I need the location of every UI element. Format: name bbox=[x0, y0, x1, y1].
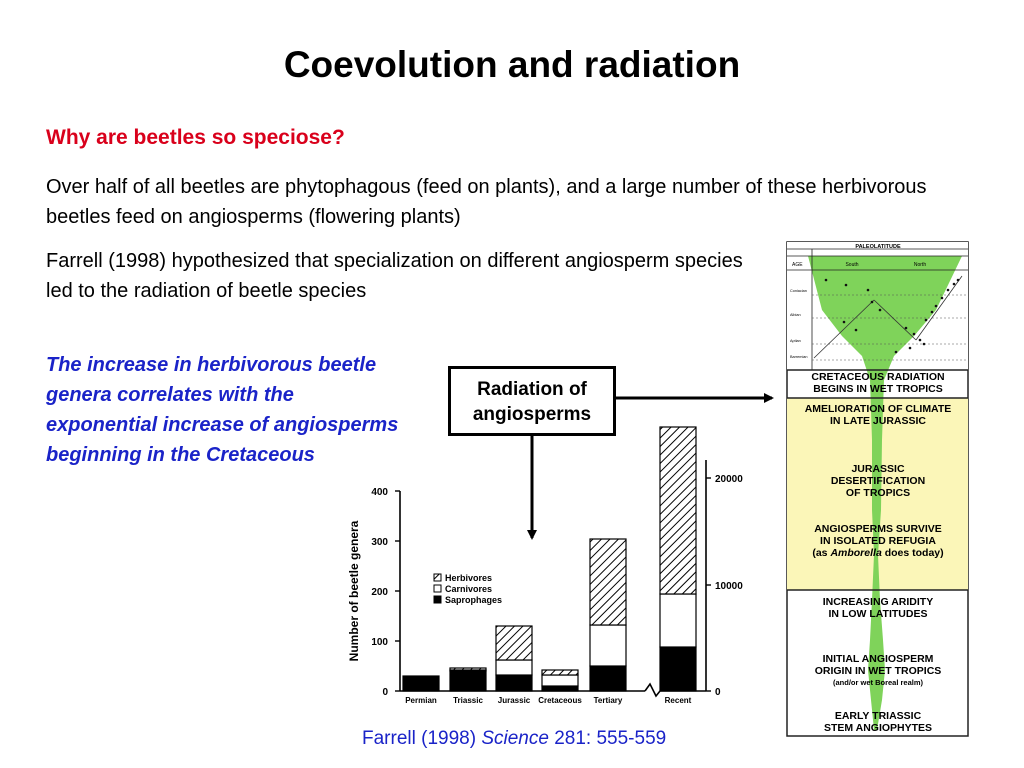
bar-triassic-saprophages bbox=[450, 671, 486, 691]
x-tick-label-permian: Permian bbox=[405, 696, 437, 705]
radiation-box: Radiation of angiosperms bbox=[448, 366, 616, 436]
box-refugia-line1: ANGIOSPERMS SURVIVE bbox=[814, 523, 942, 535]
box-origin-note: (and/or wet Boreal realm) bbox=[832, 678, 924, 687]
y-tick-label: 0 bbox=[382, 687, 388, 698]
bar-recent-herbivores bbox=[660, 427, 696, 594]
bar-cretaceous-herbivores bbox=[542, 670, 578, 675]
y-tick-label: 100 bbox=[371, 637, 388, 648]
x-tick-label-jurassic: Jurassic bbox=[497, 696, 531, 705]
slide-title: Coevolution and radiation bbox=[283, 44, 741, 85]
chart-legend bbox=[434, 573, 502, 605]
citation-journal: Science bbox=[481, 728, 549, 749]
y-axis-title: Number of beetle genera bbox=[347, 520, 361, 662]
y-tick-label: 400 bbox=[371, 487, 388, 498]
right-tick-label: 10000 bbox=[715, 581, 743, 592]
plot-point bbox=[931, 311, 934, 314]
box-jurassic-line3: OF TROPICS bbox=[845, 487, 911, 499]
bar-recent-saprophages bbox=[660, 647, 696, 691]
plot-point bbox=[843, 321, 846, 324]
plot-point bbox=[855, 329, 858, 332]
plot-point bbox=[905, 327, 908, 330]
plot-point bbox=[867, 289, 870, 292]
plot-point bbox=[895, 351, 898, 354]
bar-jurassic-carnivores bbox=[496, 660, 532, 675]
plot-point bbox=[953, 283, 956, 286]
legend-label-saprophages: Saprophages bbox=[445, 595, 503, 605]
age-albian: Albian bbox=[790, 313, 801, 317]
plot-point bbox=[919, 339, 922, 342]
plot-point bbox=[947, 289, 950, 292]
right-tick-label: 20000 bbox=[715, 474, 743, 485]
right-tick-label: 0 bbox=[715, 687, 721, 698]
box-triassic-line1: EARLY TRIASSIC bbox=[834, 710, 922, 722]
plot-point bbox=[913, 333, 916, 336]
box-origin-line1: INITIAL ANGIOSPERM bbox=[822, 653, 934, 665]
plot-point bbox=[825, 279, 828, 282]
box-amelioration-line2: IN LATE JURASSIC bbox=[829, 415, 927, 427]
x-tick-label-recent: Recent bbox=[664, 696, 692, 705]
y-tick-label: 300 bbox=[371, 537, 388, 548]
highlight-statement: The increase in herbivorous beetle genera correlates with the exponential increase of angiosperms beginning in the Cretaceous bbox=[46, 354, 399, 466]
box-cretaceous-line2: BEGINS IN WET TROPICS bbox=[813, 383, 943, 395]
box-triassic-line2: STEM ANGIOPHYTES bbox=[823, 722, 933, 734]
bar-jurassic-saprophages bbox=[496, 675, 532, 691]
plot-point bbox=[925, 319, 928, 322]
plot-point bbox=[935, 305, 938, 308]
box-origin-line2: ORIGIN IN WET TROPICS bbox=[814, 665, 942, 677]
box-jurassic-line1: JURASSIC bbox=[851, 463, 905, 475]
citation bbox=[362, 728, 666, 750]
box-refugia-amborella: (as Amborella does today) bbox=[812, 547, 944, 559]
age-aptian: Aptian bbox=[790, 339, 801, 343]
plot-point bbox=[871, 301, 874, 304]
citation-ref: 281: 555-559 bbox=[548, 728, 667, 749]
bar-permian-saprophages bbox=[403, 676, 439, 691]
paragraph-hypothesis: Farrell (1998) hypothesized that specialization on different angiosperm species led to the radiation of beetle species bbox=[46, 250, 743, 302]
box-aridity-line2: IN LOW LATITUDES bbox=[828, 608, 928, 620]
plot-point bbox=[879, 309, 882, 312]
legend-swatch-saprophages bbox=[434, 596, 441, 603]
box-refugia-line2: IN ISOLATED REFUGIA bbox=[820, 535, 936, 547]
box-jurassic-line2: DESERTIFICATION bbox=[830, 475, 926, 487]
box-aridity-line1: INCREASING ARIDITY bbox=[822, 596, 934, 608]
paleolatitude-label: PALEOLATITUDE bbox=[855, 244, 901, 250]
y-tick-label: 200 bbox=[371, 587, 388, 598]
legend-swatch-herbivores bbox=[434, 574, 441, 581]
x-tick-label-cretaceous: Cretaceous bbox=[538, 696, 582, 705]
south-label: South bbox=[845, 262, 859, 268]
x-tick-label-triassic: Triassic bbox=[453, 696, 483, 705]
box-cretaceous-line1: CRETACEOUS RADIATION bbox=[811, 371, 945, 383]
age-barremian: Barremian bbox=[790, 355, 808, 359]
age-label: AGE bbox=[792, 262, 803, 268]
age-coniacian: Coniacian bbox=[790, 289, 807, 293]
angiosperm-radiation-figure bbox=[786, 240, 970, 738]
bar-recent-carnivores bbox=[660, 594, 696, 647]
legend-swatch-carnivores bbox=[434, 585, 441, 592]
plot-point bbox=[909, 347, 912, 350]
bar-jurassic-herbivores bbox=[496, 626, 532, 660]
legend-label-herbivores: Herbivores bbox=[445, 573, 493, 583]
x-tick-label-tertiary: Tertiary bbox=[593, 696, 623, 705]
bar-tertiary-saprophages bbox=[590, 666, 626, 691]
legend-label-carnivores: Carnivores bbox=[445, 584, 493, 594]
citation-author: Farrell (1998) bbox=[362, 728, 482, 749]
bar-cretaceous-carnivores bbox=[542, 675, 578, 686]
plot-point bbox=[923, 343, 926, 346]
paragraph-phytophagous: Over half of all beetles are phytophagous (feed on plants), and a large number of these herbivorous beetles feed on angiosperms (flowering plants) bbox=[46, 176, 927, 228]
bar-triassic-herbivores bbox=[450, 668, 486, 670]
plot-point bbox=[845, 284, 848, 287]
bar-tertiary-herbivores bbox=[590, 539, 626, 625]
north-label: North bbox=[913, 262, 927, 268]
question-heading: Why are beetles so speciose? bbox=[46, 126, 345, 149]
bar-tertiary-carnivores bbox=[590, 625, 626, 666]
bar-cretaceous-saprophages bbox=[542, 686, 578, 691]
beetle-genera-chart bbox=[338, 420, 778, 710]
box-amelioration-line1: AMELIORATION OF CLIMATE bbox=[804, 403, 952, 415]
plot-point bbox=[941, 297, 944, 300]
plot-point bbox=[957, 279, 960, 282]
